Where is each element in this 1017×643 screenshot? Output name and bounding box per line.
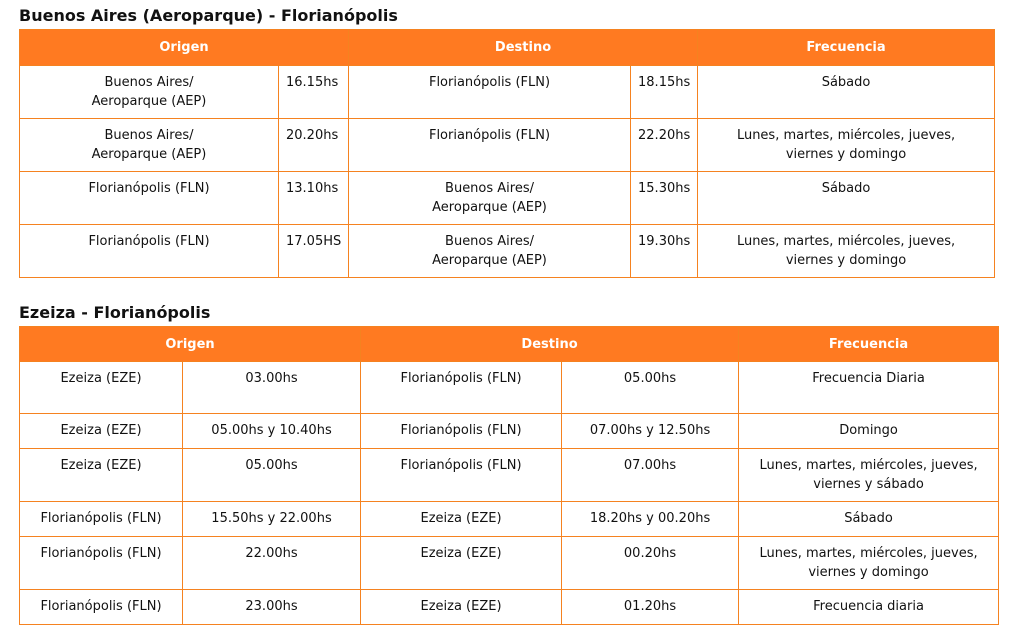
- origin-cell: Buenos Aires/ Aeroparque (AEP): [91, 128, 207, 162]
- destination-cell: Florianópolis (FLN): [428, 75, 551, 90]
- frequency-cell: Frecuencia Diaria: [812, 371, 925, 386]
- arrival-cell: 00.20hs: [623, 546, 677, 561]
- destination-cell: Buenos Aires/ Aeroparque (AEP): [432, 181, 547, 215]
- destination-cell: Ezeiza (EZE): [420, 599, 502, 614]
- departure-cell: 20.20hs: [286, 128, 339, 143]
- table-header-row: [20, 327, 999, 362]
- departure-cell: 23.00hs: [245, 599, 298, 614]
- frequency-cell: Lunes, martes, miércoles, jueves, viernes y domingo: [736, 128, 956, 162]
- header-destination: Destino: [349, 30, 698, 66]
- schedule-table-ezeiza: [19, 326, 999, 625]
- arrival-cell: 07.00hs: [623, 458, 677, 473]
- destination-cell: Buenos Aires/ Aeroparque (AEP): [432, 234, 547, 268]
- origin-cell: Florianópolis (FLN): [40, 599, 162, 614]
- arrival-cell: 18.20hs y 00.20hs: [589, 511, 711, 526]
- destination-cell: Florianópolis (FLN): [428, 128, 551, 143]
- table-row: [20, 66, 995, 119]
- arrival-cell: 18.15hs: [638, 75, 691, 90]
- table-row: [20, 119, 995, 172]
- frequency-cell: Sábado: [821, 181, 871, 196]
- section-title-aeroparque: Buenos Aires (Aeroparque) - Florianópolis: [19, 6, 398, 25]
- schedule-table-aeroparque: [19, 29, 995, 278]
- table-row: [20, 502, 999, 537]
- destination-cell: Ezeiza (EZE): [420, 546, 502, 561]
- arrival-cell: 22.20hs: [638, 128, 691, 143]
- table-row: [20, 172, 995, 225]
- arrival-cell: 01.20hs: [623, 599, 677, 614]
- frequency-cell: Sábado: [844, 511, 893, 526]
- departure-cell: 03.00hs: [245, 371, 298, 386]
- destination-cell: Florianópolis (FLN): [400, 371, 522, 386]
- frequency-cell: Lunes, martes, miércoles, jueves, viernes y domingo: [759, 546, 978, 580]
- departure-cell: 05.00hs: [245, 458, 298, 473]
- origin-cell: Ezeiza (EZE): [60, 423, 142, 438]
- arrival-cell: 19.30hs: [638, 234, 691, 249]
- table-row: [20, 362, 999, 414]
- table-row: [20, 449, 999, 502]
- origin-cell: Ezeiza (EZE): [60, 371, 142, 386]
- frequency-cell: Lunes, martes, miércoles, jueves, viernes y domingo: [736, 234, 956, 268]
- origin-cell: Buenos Aires/ Aeroparque (AEP): [91, 75, 207, 109]
- arrival-cell: 15.30hs: [638, 181, 691, 196]
- section-title-ezeiza: Ezeiza - Florianópolis: [19, 303, 211, 322]
- departure-cell: 16.15hs: [286, 75, 339, 90]
- destination-cell: Florianópolis (FLN): [400, 423, 522, 438]
- table-row: [20, 414, 999, 449]
- departure-cell: 13.10hs: [286, 181, 339, 196]
- origin-cell: Florianópolis (FLN): [40, 511, 162, 526]
- destination-cell: Ezeiza (EZE): [420, 511, 502, 526]
- header-origin: Origen: [20, 30, 349, 66]
- departure-cell: 15.50hs y 22.00hs: [211, 511, 332, 526]
- origin-cell: Florianópolis (FLN): [88, 181, 210, 196]
- table-row: [20, 225, 995, 278]
- origin-cell: Florianópolis (FLN): [88, 234, 210, 249]
- frequency-cell: Lunes, martes, miércoles, jueves, viernes y sábado: [759, 458, 978, 492]
- table-header-row: [20, 30, 995, 66]
- header-frequency: Frecuencia: [698, 30, 995, 66]
- header-destination: Destino: [361, 327, 739, 362]
- origin-cell: Florianópolis (FLN): [40, 546, 162, 561]
- frequency-cell: Frecuencia diaria: [813, 599, 924, 614]
- table-row: [20, 590, 999, 625]
- frequency-cell: Sábado: [821, 75, 871, 90]
- arrival-cell: 05.00hs: [623, 371, 677, 386]
- departure-cell: 22.00hs: [245, 546, 298, 561]
- departure-cell: 05.00hs y 10.40hs: [211, 423, 332, 438]
- table-row: [20, 537, 999, 590]
- header-frequency: Frecuencia: [739, 327, 999, 362]
- departure-cell: 17.05HS: [286, 234, 342, 249]
- destination-cell: Florianópolis (FLN): [400, 458, 522, 473]
- header-origin: Origen: [20, 327, 361, 362]
- origin-cell: Ezeiza (EZE): [60, 458, 142, 473]
- arrival-cell: 07.00hs y 12.50hs: [589, 423, 711, 438]
- frequency-cell: Domingo: [839, 423, 898, 438]
